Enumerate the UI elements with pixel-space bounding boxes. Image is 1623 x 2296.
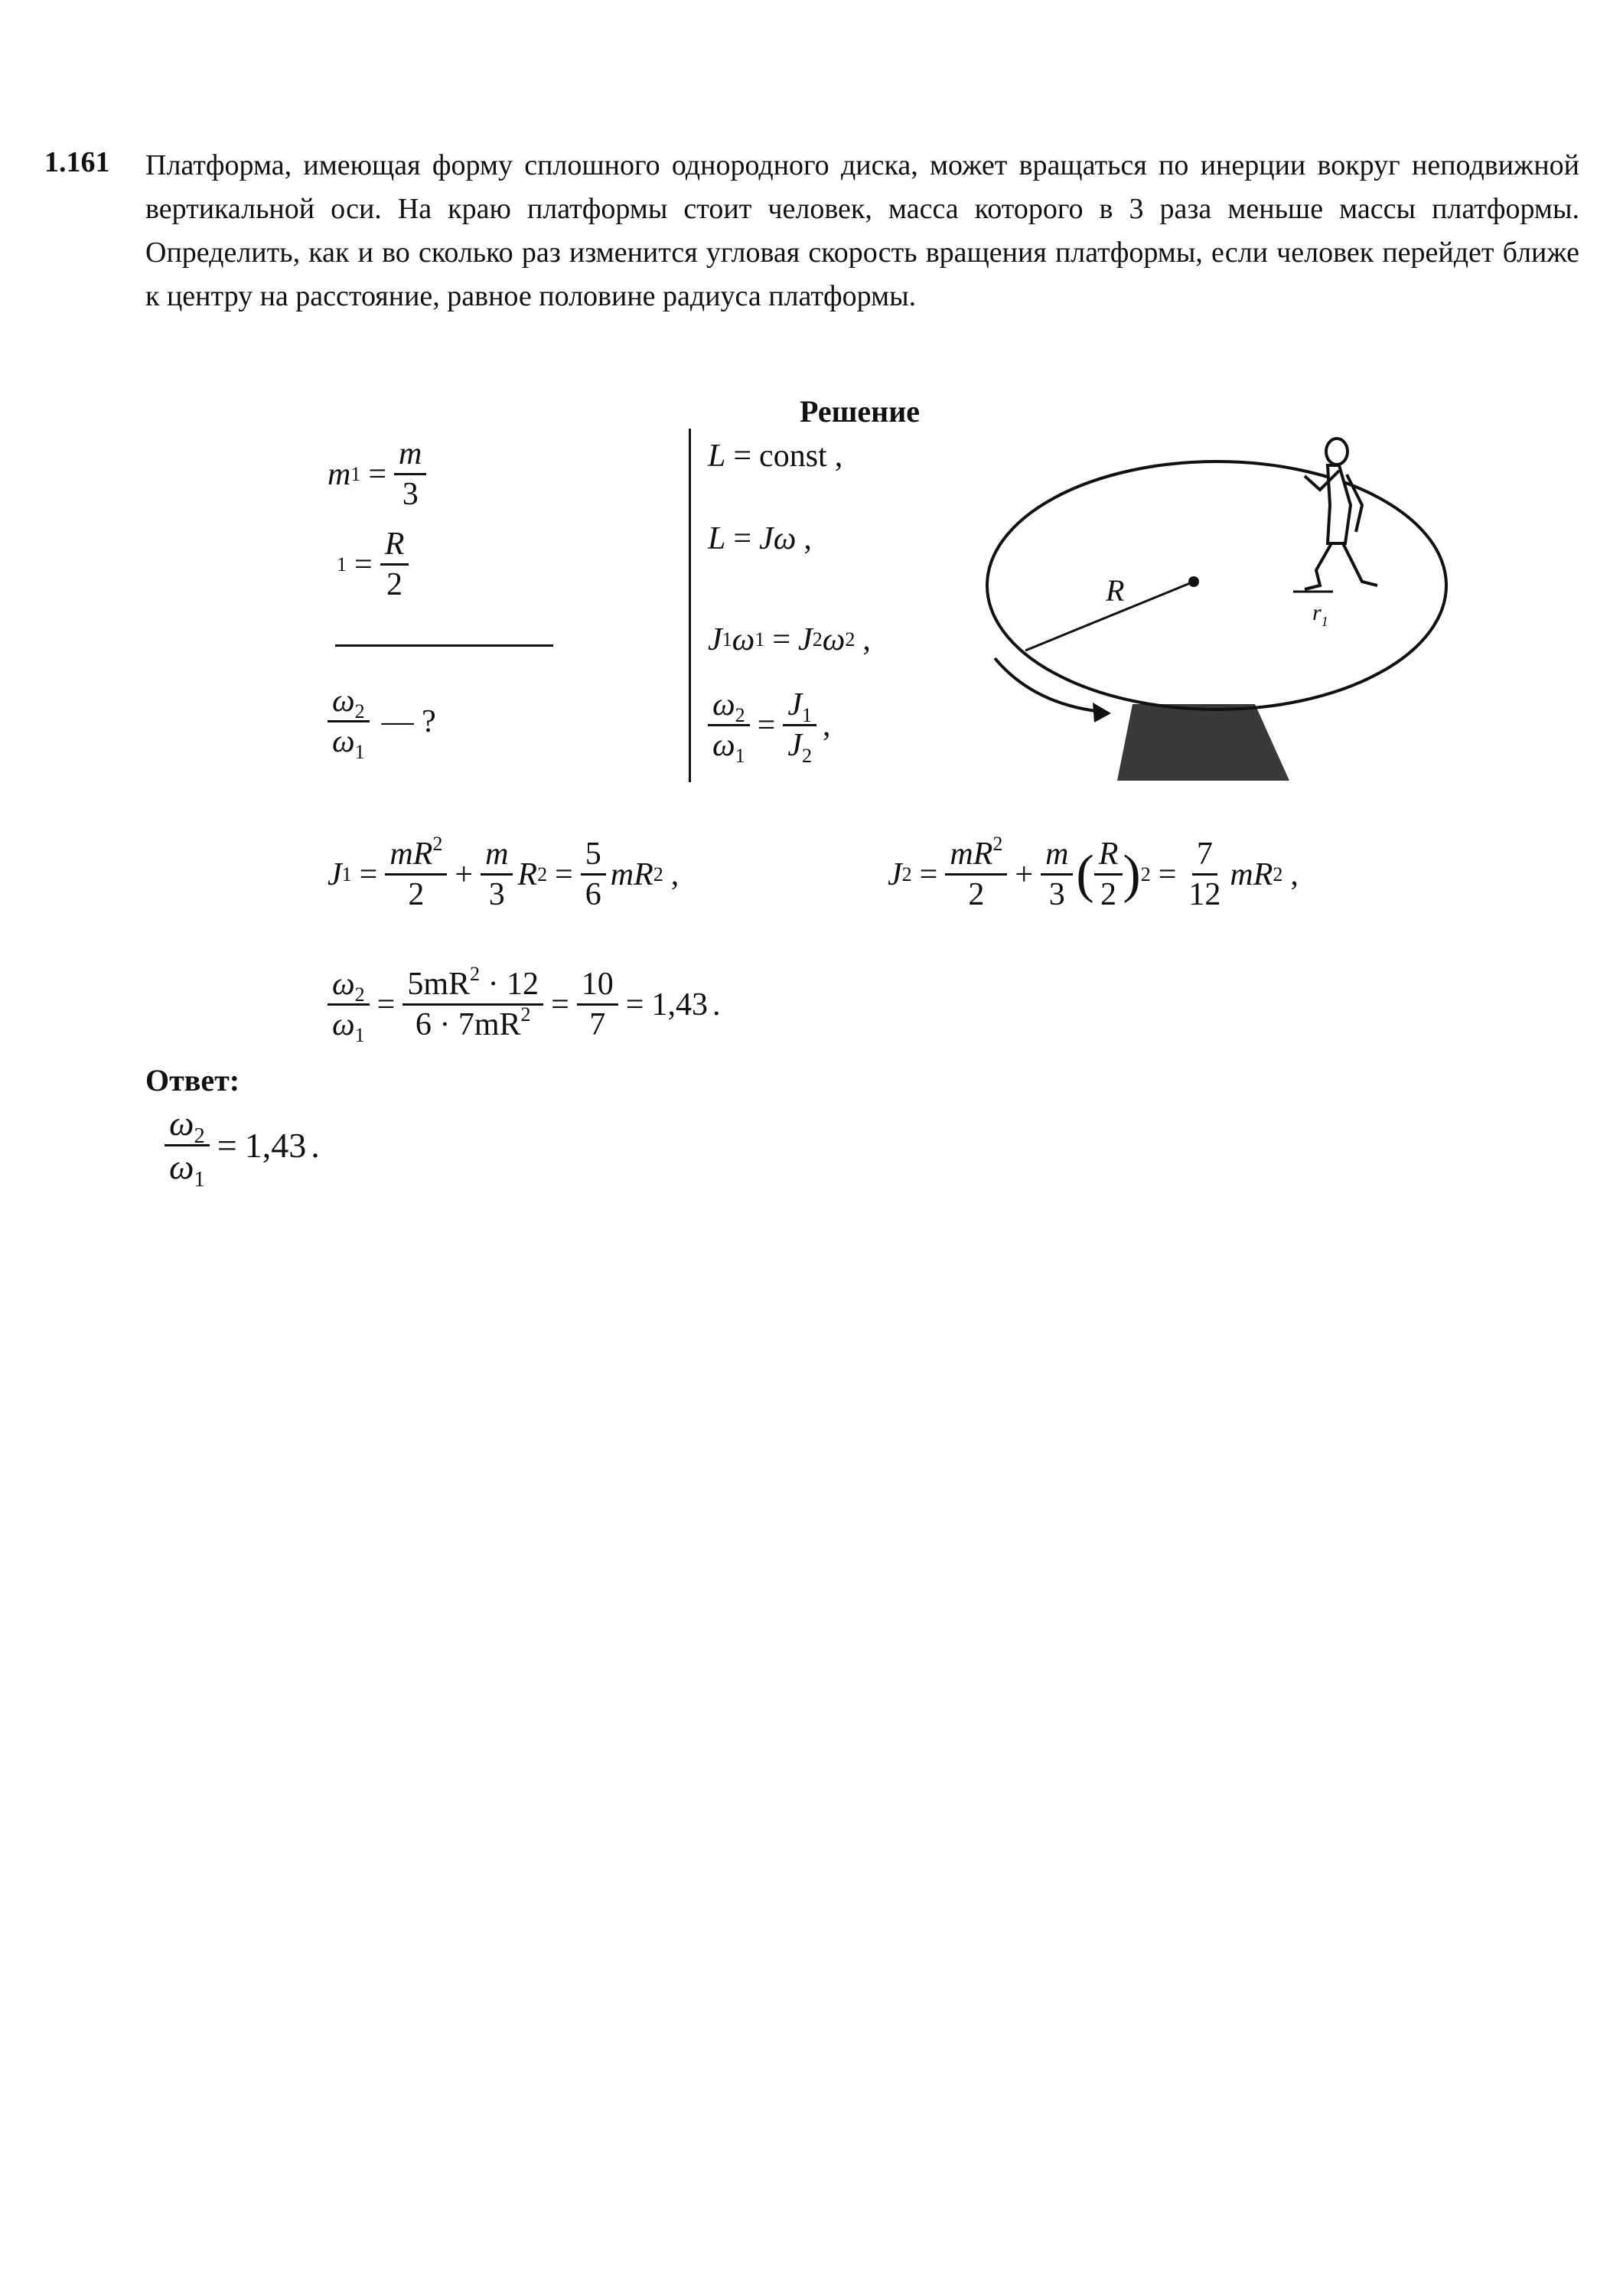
answer-label: Ответ: [145, 1063, 240, 1097]
given-r1: 1 = $\frac{R}{2}$ [337, 528, 409, 601]
given-divider [335, 644, 553, 647]
rotation-arrow [995, 658, 1102, 712]
person-figure [1305, 439, 1377, 589]
formula-j2: J 2 = $\frac{mR^2}{2}$ + $\frac{m}{3}$ ( $\frac{R}{2}$ ) 2 = $\frac{7}{12}$ mR 2 , [888, 832, 1299, 912]
platform-figure [979, 429, 1469, 796]
given-find: $\frac{\omega_2}{\omega_1}$ — ? [328, 685, 436, 758]
rotation-arrowhead [1093, 703, 1111, 722]
eq-const: L = const , [708, 439, 843, 474]
solution-heading: Решение [800, 394, 921, 429]
given-m1: m 1 = $\frac{m}{3}$ [328, 438, 426, 510]
solution-divider [689, 429, 691, 782]
eq-conservation: J 1 ω 1 = J 2 ω 2 , [708, 622, 871, 657]
center-dot [1188, 576, 1199, 587]
radius-label: R [1106, 573, 1125, 608]
formula-ratio: $\frac{\omega_2}{\omega_1}$ = $\frac{5mR^2 \cdot 12}{6 \cdot 7mR^2}$ = $\frac{10}{7}$ = 1,43 . [328, 968, 720, 1041]
platform-stand [1117, 704, 1289, 781]
eq-l-jw: L = Jω , [708, 521, 812, 556]
formula-j1: J 1 = $\frac{mR^2}{2}$ + $\frac{m}{3}$ R 2 = $\frac{5}{6}$ mR 2 , [328, 832, 680, 912]
eq-ratio: $\frac{\omega_2}{\omega_1}$ = $\frac{J_1}{J_2}$ , [708, 689, 831, 762]
problem-text: Платформа, имеющая форму сплошного однородного диска, может вращаться по инерции вокруг неподвижной вертикальной оси. На краю платформы стоит человек, масса которого в 3 раза меньше массы платформы. Определить, как и во сколько раз изменится угловая скорость вращения платформы, если человек перейдет ближе к центру на расстояние, равное половине радиуса платформы. [145, 149, 1579, 312]
answer-formula: $\frac{\omega_2}{\omega_1}$ = 1,43 . [165, 1106, 320, 1185]
problem-number: 1.161 [44, 146, 110, 178]
r1-label: $r_1$ [1312, 600, 1328, 629]
answer-value: 1,43 [244, 1126, 307, 1165]
